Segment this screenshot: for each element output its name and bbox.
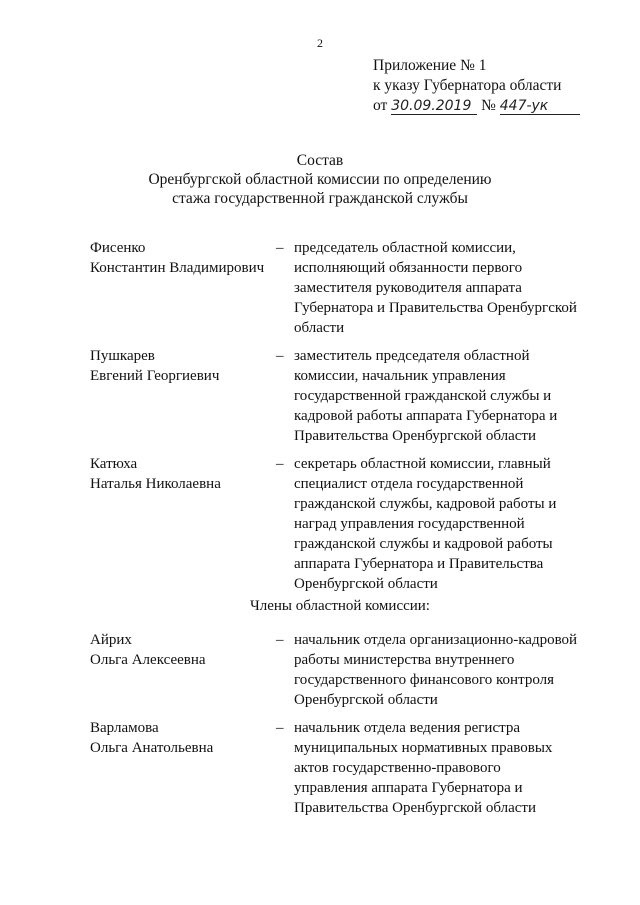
- role-line: работы министерства внутреннего: [294, 652, 515, 668]
- role-line: управления аппарата Губернатора и: [294, 780, 523, 796]
- appendix-date-line: [373, 96, 580, 116]
- role-line: гражданской службы и кадровой работы: [294, 536, 553, 552]
- page-number: 2: [317, 36, 323, 50]
- role-line: Оренбургской области: [294, 692, 438, 708]
- member-surname: Пушкарев: [90, 348, 155, 364]
- decree-number: 447-ук: [499, 98, 549, 114]
- date-prefix: от: [373, 97, 388, 114]
- member-given-name: Евгений Георгиевич: [90, 368, 220, 384]
- commission-member: [90, 454, 600, 594]
- role-line: государственной гражданской службы и: [294, 388, 552, 404]
- role-line: области: [294, 320, 345, 336]
- member-role: [294, 238, 594, 338]
- commission-member: [90, 630, 600, 710]
- member-name: [90, 238, 276, 338]
- member-surname: Фисенко: [90, 240, 146, 256]
- appendix-header: [373, 56, 580, 116]
- member-surname: Айрих: [90, 632, 132, 648]
- member-role: [294, 346, 594, 446]
- title-line-1: Состав: [296, 152, 344, 169]
- member-given-name: Ольга Анатольевна: [90, 740, 214, 756]
- document-title: [0, 151, 640, 208]
- commission-member: [90, 718, 600, 818]
- commission-member: [90, 238, 600, 338]
- member-role: [294, 630, 594, 710]
- decree-number-field: [500, 98, 580, 115]
- role-line: специалист отдела государственной: [294, 476, 524, 492]
- role-line: начальник отдела ведения регистра: [294, 720, 521, 736]
- number-sign: №: [481, 97, 496, 114]
- dash: –: [276, 632, 284, 648]
- member-name: [90, 630, 276, 710]
- dash: –: [276, 348, 284, 364]
- role-line: Оренбургской области: [294, 576, 438, 592]
- role-line: актов государственно-правового: [294, 760, 501, 776]
- role-line: начальник отдела организационно-кадровой: [294, 632, 578, 648]
- role-line: заместитель председателя областной: [294, 348, 530, 364]
- title-line-3: стажа государственной гражданской службы: [172, 190, 468, 207]
- decree-date-field: [391, 98, 477, 115]
- role-line: комиссии, начальник управления: [294, 368, 506, 384]
- dash: –: [276, 456, 284, 472]
- role-line: гражданской службы, кадровой работы и: [294, 496, 557, 512]
- role-line: заместителя руководителя аппарата: [294, 280, 522, 296]
- commission-member: [90, 346, 600, 446]
- role-line: секретарь областной комиссии, главный: [294, 456, 551, 472]
- role-line: аппарата Губернатора и Правительства: [294, 556, 544, 572]
- decree-date: 30.09.2019: [391, 98, 472, 114]
- role-line: кадровой работы аппарата Губернатора и: [294, 408, 558, 424]
- member-given-name: Наталья Николаевна: [90, 476, 221, 492]
- appendix-line-1: Приложение № 1: [373, 57, 487, 74]
- role-line: председатель областной комиссии,: [294, 240, 516, 256]
- member-given-name: Ольга Алексеевна: [90, 652, 206, 668]
- member-name: [90, 346, 276, 446]
- role-line: наград управления государственной: [294, 516, 525, 532]
- role-line: государственного финансового контроля: [294, 672, 555, 688]
- appendix-line-2: к указу Губернатора области: [373, 77, 562, 94]
- role-line: Правительства Оренбургской области: [294, 800, 536, 816]
- member-name: [90, 454, 276, 594]
- member-role: [294, 718, 594, 818]
- member-role: [294, 454, 594, 594]
- dash: –: [276, 240, 284, 256]
- member-name: [90, 718, 276, 818]
- members-heading: Члены областной комиссии:: [250, 598, 430, 614]
- title-line-2: Оренбургской областной комиссии по определению: [148, 171, 492, 188]
- member-surname: Катюха: [90, 456, 138, 472]
- role-line: Правительства Оренбургской области: [294, 428, 536, 444]
- member-given-name: Константин Владимирович: [90, 260, 265, 276]
- role-line: исполняющий обязанности первого: [294, 260, 523, 276]
- dash: –: [276, 720, 284, 736]
- role-line: муниципальных нормативных правовых: [294, 740, 553, 756]
- member-surname: Варламова: [90, 720, 159, 736]
- role-line: Губернатора и Правительства Оренбургской: [294, 300, 577, 316]
